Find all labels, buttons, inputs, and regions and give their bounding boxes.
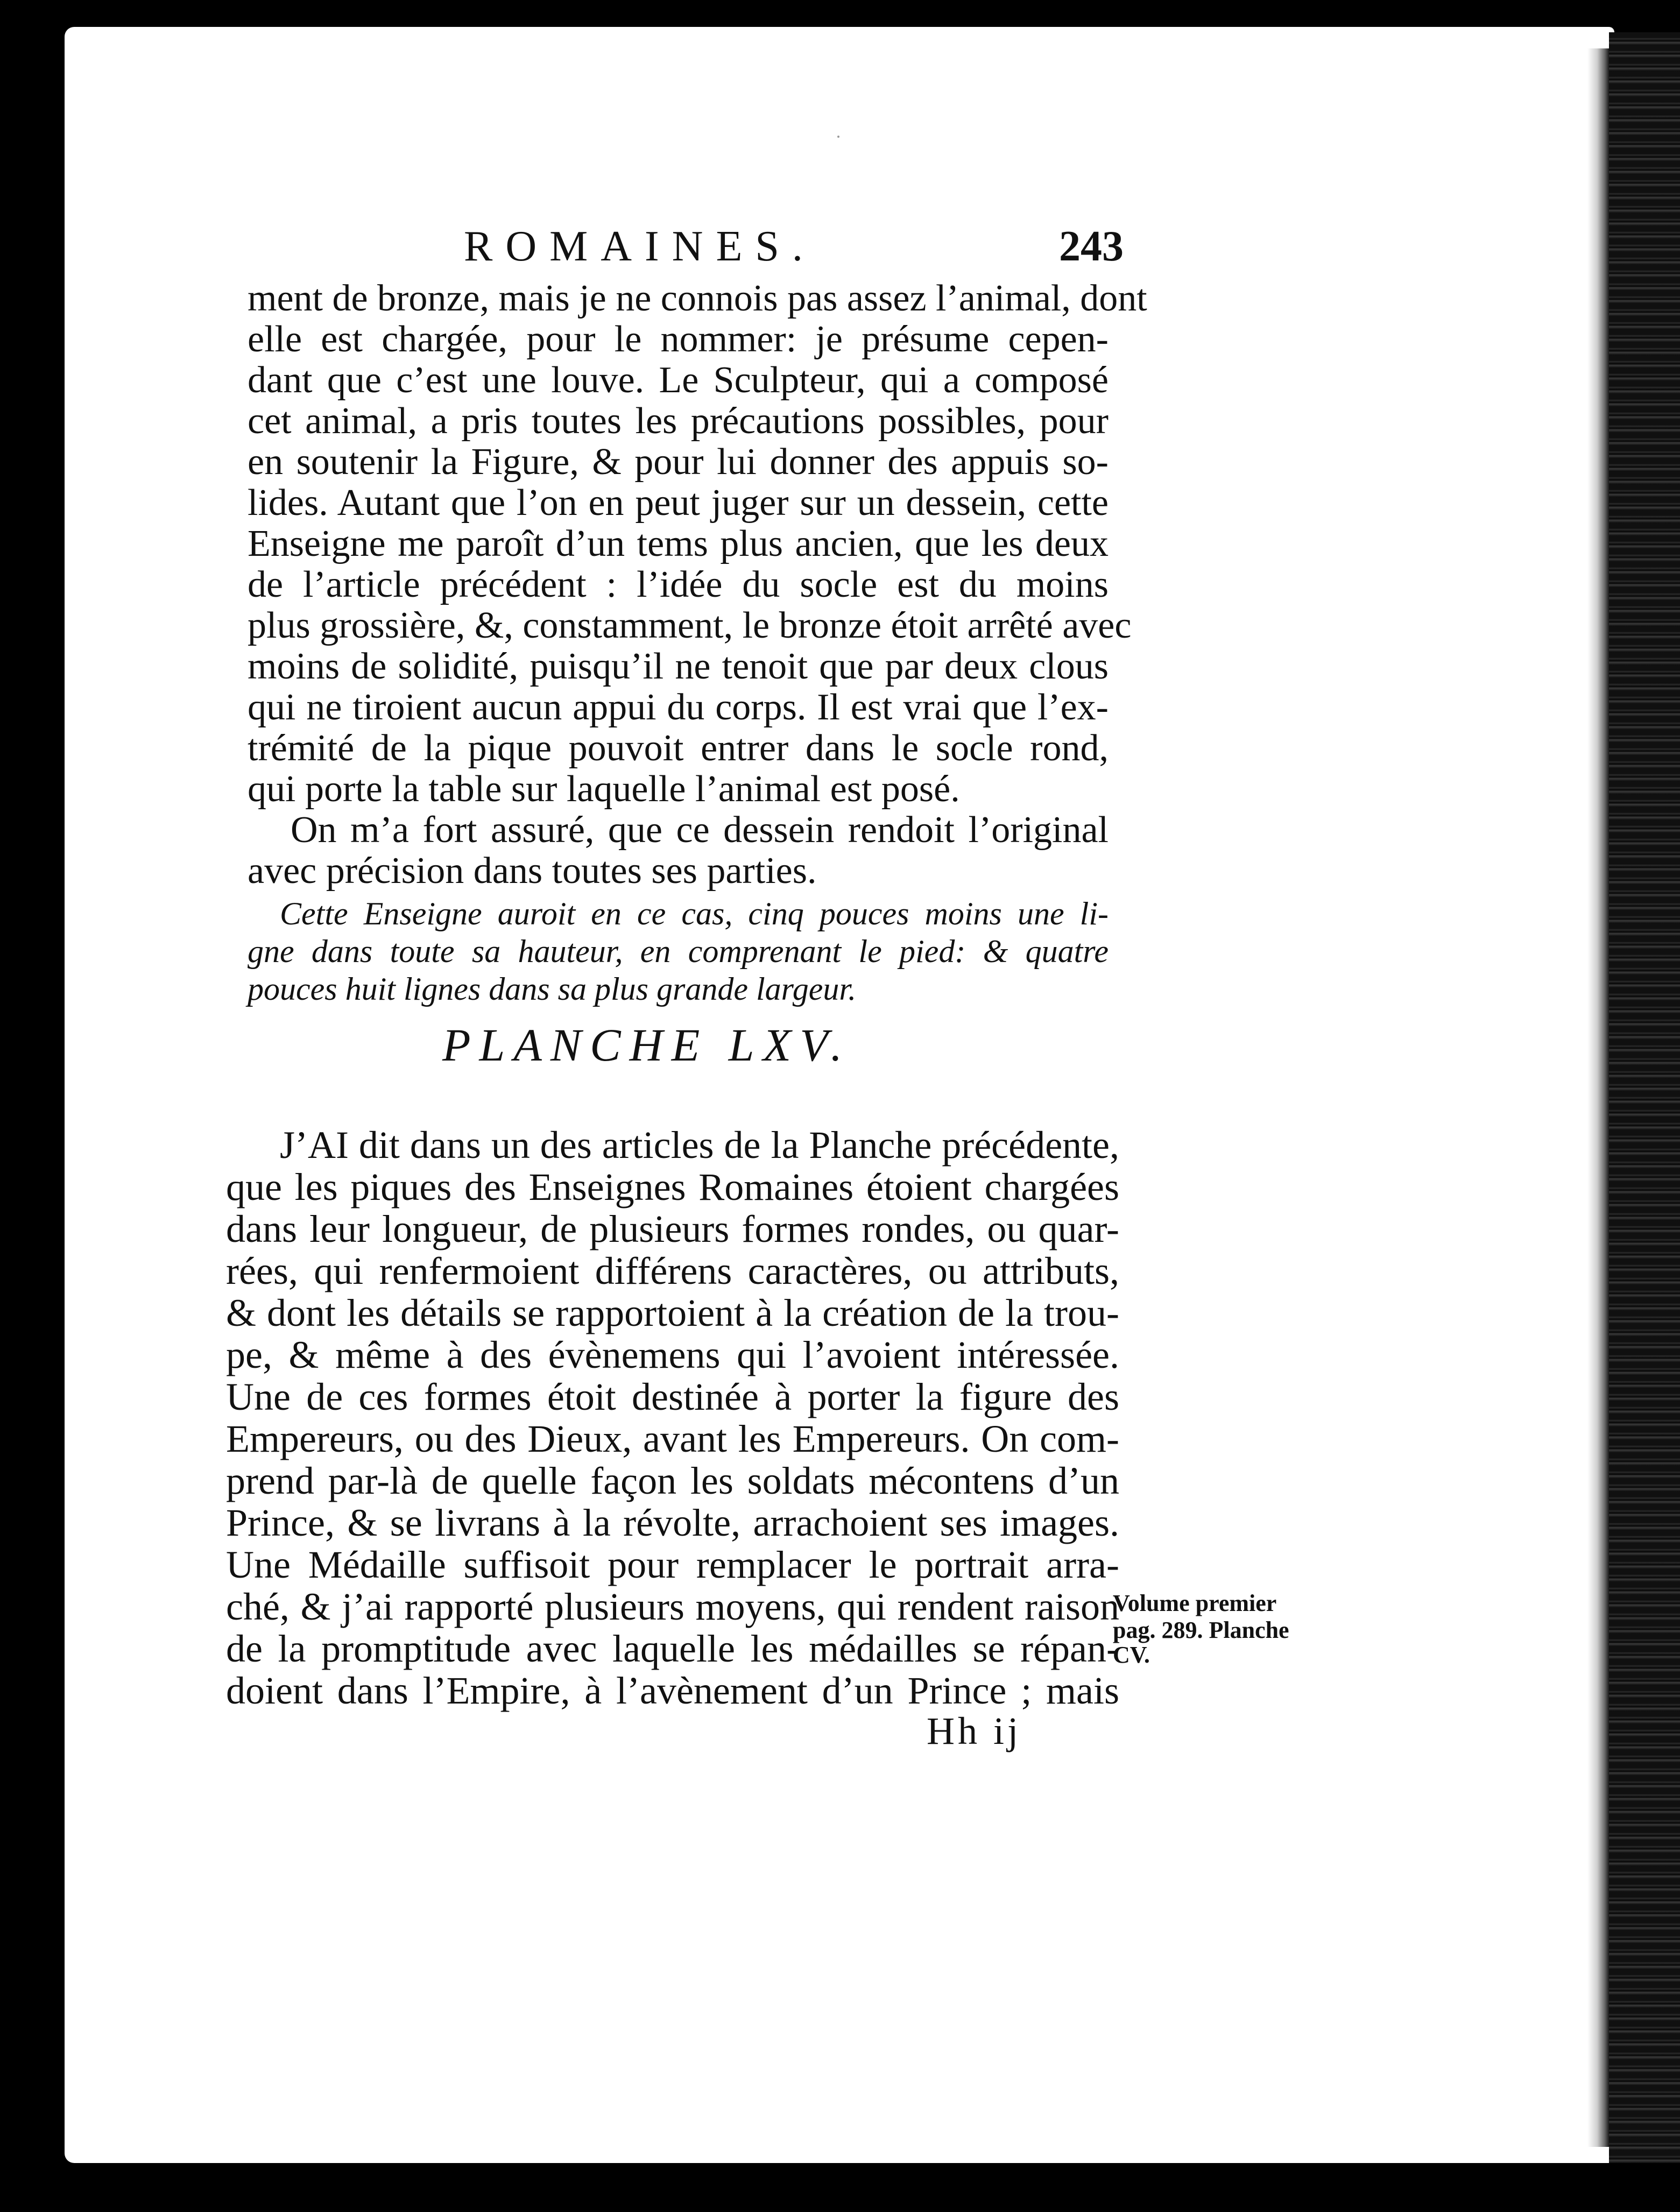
text-line: & dont les détails se rapportoient à la création de la trou- [226,1291,1119,1334]
text-line: que les piques des Enseignes Romaines étoient chargées [226,1165,1119,1209]
section-heading: PLANCHE LXV. [442,1019,851,1071]
margin-note-line: CV. [1113,1642,1150,1668]
text-line: Cette Enseigne auroit en ce cas, cinq pouces moins une li- [280,896,1109,931]
text-line: pouces huit lignes dans sa plus grande largeur. [248,971,857,1007]
text-line: trémité de la pique pouvoit entrer dans le socle rond, [248,727,1109,769]
text-line: moins de solidité, puisqu’il ne tenoit que par deux clous [248,646,1109,687]
text-line: en soutenir la Figure, & pour lui donner des appuis so- [248,441,1109,483]
text-line: Prince, & se livrans à la révolte, arrachoient ses images. [226,1501,1119,1544]
text-line: pe, & même à des évènemens qui l’avoient intéressée. [226,1333,1119,1376]
text-line: ché, & j’ai rapporté plusieurs moyens, qui rendent raison [226,1585,1119,1628]
text-line: avec précision dans toutes ses parties. [248,850,817,892]
text-line: dans leur longueur, de plusieurs formes rondes, ou quar- [226,1207,1119,1250]
text-line: plus grossière, &, constamment, le bronze étoit arrêté avec [248,605,1132,646]
text-line: doient dans l’Empire, à l’avènement d’un Prince ; mais [226,1669,1119,1712]
text-line: qui ne tiroient aucun appui du corps. Il est vrai que l’ex- [248,687,1109,728]
paper-speck [837,136,839,138]
text-line: dant que c’est une louve. Le Sculpteur, qui a composé [248,359,1109,401]
text-line: qui porte la table sur laquelle l’animal est posé. [248,768,960,810]
text-line: Une Médaille suffisoit pour remplacer le portrait arra- [226,1543,1119,1586]
page-edge-shadow [1587,48,1609,2147]
text-line: gne dans toute sa hauteur, en comprenant le pied: & quatre [248,934,1109,969]
text-line: prend par-là de quelle façon les soldats mécontens d’un [226,1459,1119,1502]
text-line: Enseigne me paroît d’un tems plus ancien, que les deux [248,523,1109,564]
text-line: Une de ces formes étoit destinée à porter la figure des [226,1375,1119,1418]
text-line: lides. Autant que l’on en peut juger sur un dessein, cette [248,482,1109,524]
signature-mark: Hh ij [927,1709,1022,1752]
page-block-edge [1609,32,1680,2163]
text-line: Empereurs, ou des Dieux, avant les Empereurs. On com- [226,1417,1119,1460]
page-number: 243 [1059,223,1124,270]
text-line: elle est chargée, pour le nommer: je présume cepen- [248,319,1109,360]
text-line: On m’a fort assuré, que ce dessein rendoit l’original [291,809,1109,851]
margin-note-line: Volume premier [1113,1590,1277,1616]
running-title: ROMAINES. [464,223,816,270]
text-line: rées, qui renfermoient différens caractères, ou attributs, [226,1249,1119,1292]
margin-note-line: pag. 289. Planche [1113,1617,1289,1643]
text-line: ment de bronze, mais je ne connois pas assez l’animal, dont [248,278,1147,319]
text-line: J’AI dit dans un des articles de la Planche précédente, [280,1123,1119,1167]
text-line: cet animal, a pris toutes les précautions possibles, pour [248,400,1109,442]
text-line: de la promptitude avec laquelle les médailles se répan- [226,1627,1119,1670]
text-line: de l’article précédent : l’idée du socle est du moins [248,564,1109,605]
